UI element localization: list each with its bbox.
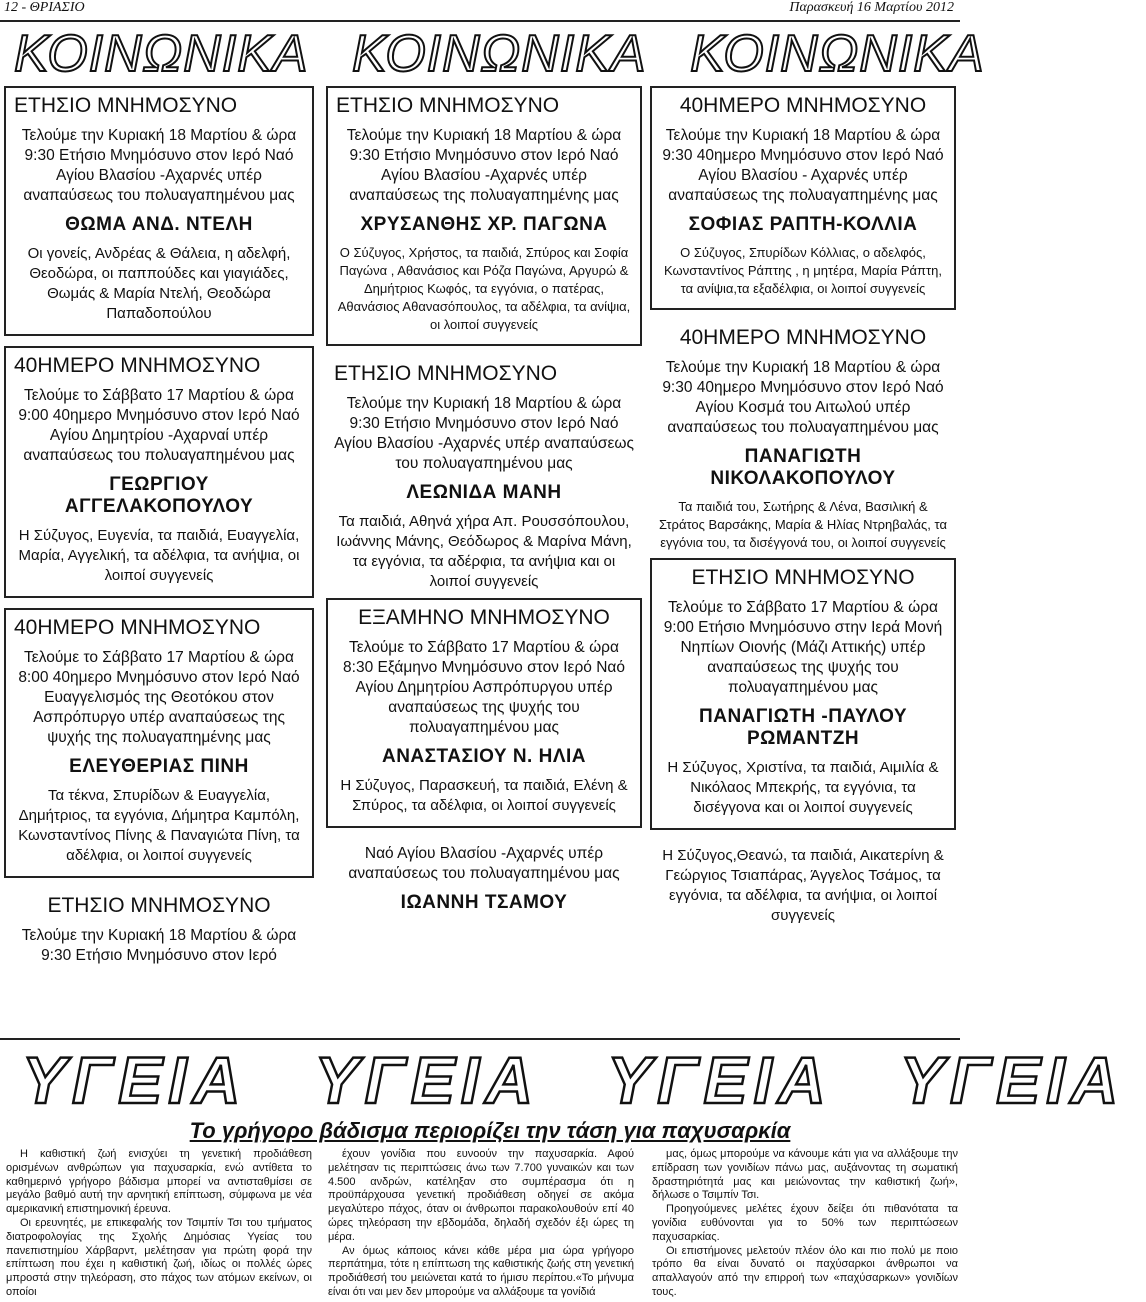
notice-body: Τελούμε την Κυριακή 18 Μαρτίου & ώρα 9:30 40ημερο Μνημόσυνο στον Ιερό Ναό Αγίου Κοσμά του Αιτωλού υπέρ αναπαύσεως του πολυαγαπημένου μας xyxy=(662,359,944,436)
notice-box xyxy=(4,346,314,598)
notice-title: 40ΗΜΕΡΟ ΜΝΗΜΟΣΥΝΟ xyxy=(14,354,261,377)
notice-body: Τελούμε το Σάββατο 17 Μαρτίου & ώρα 8:00 40ημερο Μνημόσυνο στον Ιερό Ναό Ευαγγελισμός της Θεοτόκου στον Ασπρόπυργο υπέρ αναπαύσεως της ψυχής της πολυαγαπημένης μας xyxy=(18,649,300,746)
health-banner-word: ΥΓΕΙΑ xyxy=(22,1043,247,1117)
deceased-name: ΧΡΥΣΑΝΘΗΣ ΧΡ. ΠΑΓΩΝΑ xyxy=(360,214,608,235)
notice-body: Τελούμε την Κυριακή 18 Μαρτίου & ώρα 9:30 Ετήσιο Μνημόσυνο στον Ιερό Ναό Αγίου Βλασίου -Αχαρνές υπέρ αναπαύσεως του πολυαγαπημένου μας xyxy=(21,127,297,204)
header-rule xyxy=(0,20,960,22)
article-column-3 xyxy=(652,1148,958,1300)
banner-word: ΚΟΙΝΩΝΙΚΑ xyxy=(352,25,647,83)
health-banner-word: ΥΓΕΙΑ xyxy=(899,1043,1125,1117)
article-paragraph: Αν όμως κάποιος κάνει κάθε μέρα μια ώρα γρήγορο περπάτημα, τότε η επίπτωση της καθιστικής ζωής στη γενετική προδιάθεσή του μειώνεται κατά το ήμισυ περίπου.«Το μήνυμα είναι ότι ναι μεν δεν μπορούμε να αλλάξουμε τα γονίδιά xyxy=(328,1244,634,1298)
notice-title: 40ΗΜΕΡΟ ΜΝΗΜΟΣΥΝΟ xyxy=(679,94,927,117)
article-paragraph: Η καθιστική ζωή ενισχύει τη γενετική προδιάθεση ορισμένων ανθρώπων για παχυσαρκία, ενώ αντίθετα το καθημερινό γρήγορο βάδισμα μπορεί να αντισταθμίσει σε μεγάλο βαθμό αυτή την αρνητική επίπτωση, σύμφωνα με νέα αμερικανική επιστημονική έρευνα. xyxy=(6,1148,312,1216)
notice-body: Τελούμε το Σάββατο 17 Μαρτίου & ώρα 8:30 Εξάμηνο Μνημόσυνο στον Ιερό Ναό Αγίου Δημητρίου Ασπρόπυργου υπέρ αναπαύσεως της ψυχής του πολυαγαπημένου μας xyxy=(343,639,625,736)
notice-body: Τελούμε το Σάββατο 17 Μαρτίου & ώρα 9:00 Ετήσιο Μνημόσυνο στην Ιερά Μονή Νηπίων Οιονής (Μάζι Αττικής) υπέρ αναπαύσεως της ψυχής του πολυαγαπημένου μας xyxy=(663,599,943,696)
notice-title: ΕΞΑΜΗΝΟ ΜΝΗΜΟΣΥΝΟ xyxy=(358,606,610,629)
health-banner-word: ΥΓΕΙΑ xyxy=(314,1043,539,1117)
deceased-name: ΠΑΝΑΓΙΩΤΗ -ΠΑΥΛΟΥ ΡΩΜΑΝΤΖΗ xyxy=(699,706,907,749)
notice-body: Τελούμε το Σάββατο 17 Μαρτίου & ώρα 9:00 40ημερο Μνημόσυνο στον Ιερό Ναό Αγίου Δημητρίου -Αχαρναί υπέρ αναπαύσεως του πολυαγαπημένου μας xyxy=(18,387,300,464)
banner-word: ΚΟΙΝΩΝΙΚΑ xyxy=(14,25,309,83)
notice-box xyxy=(650,558,956,830)
notice-family: Τα παιδιά, Αθηνά χήρα Απ. Ρουσσόπουλου, Ιωάννης Μάνης, Θεόδωρος & Μαρίνα Μάνη, τα εγγόνια, τα αδέρφια, τα ανήψια και οι λοιποί συγγενείς xyxy=(336,513,632,590)
column-1 xyxy=(4,86,314,980)
notice-box xyxy=(4,86,314,336)
deceased-name: ΠΑΝΑΓΙΩΤΗ ΝΙΚΟΛΑΚΟΠΟΥΛΟΥ xyxy=(710,446,896,489)
notice-title: 40ΗΜΕΡΟ ΜΝΗΜΟΣΥΝΟ xyxy=(679,326,927,349)
article-paragraph: Οι επιστήμονες μελετούν πλέον όλο και πιο πολύ με ποιο τρόπο θα είναι δυνατό οι παχύσαρκοι άνθρωποι να απαλλαγούν από την επιρροή των «παχύσαρκων» γονιδίων τους. xyxy=(652,1244,958,1298)
article-headline: Το γρήγορο βάδισμα περιορίζει την τάση για παχυσαρκία xyxy=(189,1118,791,1143)
notice-box xyxy=(326,598,642,828)
notice-family: Η Σύζυγος, Χριστίνα, τα παιδιά, Αιμιλία & Νικόλαος Μπεκρής, τα εγγόνια, τα δισέγγονα και οι λοιποί συγγενείς xyxy=(667,759,939,816)
notice-family: Οι γονείς, Ανδρέας & Θάλεια, η αδελφή, Θεοδώρα, οι παππούδες και γιαγιάδες, Θωμάς & Μαρία Ντελή, Θεοδώρα Παπαδοπούλου xyxy=(27,245,291,322)
column-2 xyxy=(326,86,642,928)
article-paragraph: Προηγούμενες μελέτες έχουν δείξει ότι πιθανότατα τα γονίδια ευθύνονται για το 50% των περιπτώσεων παχυσαρκίας. xyxy=(652,1203,958,1243)
notice-family: Ο Σύζυγος, Χρήστος, τα παιδιά, Σπύρος και Σοφία Παγώνα , Αθανάσιος και Ρόζα Παγώνα, Αργυρώ & Δημήτριος Κωφός, τα εγγόνια, ο πατέρας, Αθανάσιος Αθανασόπουλος, τα αδέλφια, τα ανίψια, οι λοιποί συγγενείς xyxy=(337,245,631,332)
notice-plain xyxy=(326,838,642,928)
notice-plain xyxy=(650,840,956,932)
notice-body: Τελούμε την Κυριακή 18 Μαρτίου & ώρα 9:30 Ετήσιο Μνημόσυνο στον Ιερό Ναό Αγίου Βλασίου -Αχαρνές υπέρ αναπαύσεως της πολυαγαπημένης μας xyxy=(346,127,622,204)
notice-family: Τα παιδιά του, Σωτήρης & Λένα, Βασιλική & Στράτος Βαρσάκης, Μαρία & Ηλίας Ντρηβαλάς, τα εγγόνια του, τα δισέγγονά του, οι λοιποί συγγενείς xyxy=(659,499,947,550)
article-column-1 xyxy=(6,1148,312,1300)
notice-title: ΕΤΗΣΙΟ ΜΝΗΜΟΣΥΝΟ xyxy=(14,94,238,117)
notice-title: ΕΤΗΣΙΟ ΜΝΗΜΟΣΥΝΟ xyxy=(336,94,560,117)
notice-box xyxy=(326,86,642,346)
notice-family: Ο Σύζυγος, Σπυρίδων Κόλλιας, ο αδελφός, Κωνσταντίνος Ράπτης , η μητέρα, Μαρία Ράπτη, τα ανίψια,τα εξαδέλφια, οι λοιποί συγγενείς xyxy=(664,245,942,296)
notice-family: Τα τέκνα, Σπυρίδων & Ευαγγελία, Δημήτριος, τα εγγόνια, Δήμητρα Καμπόλη, Κωνσταντίνος Πίνης & Παναγιώτα Πίνη, τα αδέλφια, οι λοιποί συγγενείς xyxy=(18,787,300,864)
health-banner xyxy=(0,1043,1125,1117)
notice-plain xyxy=(4,888,314,980)
notice-title: ΕΤΗΣΙΟ ΜΝΗΜΟΣΥΝΟ xyxy=(334,362,558,385)
section-divider xyxy=(0,1038,960,1040)
deceased-name: ΣΟΦΙΑΣ ΡΑΠΤΗ-ΚΟΛΛΙΑ xyxy=(688,214,918,235)
notice-body: Ναό Αγίου Βλασίου -Αχαρνές υπέρ αναπαύσεως του πολυαγαπημένου μας xyxy=(348,845,620,882)
banner-word: ΚΟΙΝΩΝΙΚΑ xyxy=(690,25,985,83)
deceased-name: ΛΕΩΝΙΔΑ ΜΑΝΗ xyxy=(406,482,562,503)
notice-family: Η Σύζυγος, Παρασκευή, τα παιδιά, Ελένη & Σπύρος, τα αδέλφια, οι λοιποί συγγενείς xyxy=(340,777,628,814)
deceased-name: ΘΩΜΑ ΑΝΔ. ΝΤΕΛΗ xyxy=(65,214,253,235)
article-paragraph: μας, όμως μπορούμε να κάνουμε κάτι για να αλλάξουμε την επίδραση των γονιδίων πάνω μας, αυξάνοντας τη σωματική δραστηριότητά μας και μειώνοντας την καθιστική ζωή», δήλωσε ο Τσιμπίν Τσι. xyxy=(652,1148,958,1202)
article-paragraph: έχουν γονίδια που ευνοούν την παχυσαρκία. Αφού μελέτησαν τις περιπτώσεις άνω των 7.700 γυναικών και των 4.500 ανδρών, κατέληξαν στο συμπέρασμα ότι η προϋπάρχουσα γενετική προδιάθεση οδηγεί σε ακόμα μεγαλύτερο πάχος, όταν οι άνθρωποι παρακολουθούν επί 40 ώρες τηλεόραση την εβδομάδα, δηλαδή σχεδόν έξι ώρες τη μέρα. xyxy=(328,1148,634,1243)
notice-box xyxy=(650,86,956,310)
notice-title: 40ΗΜΕΡΟ ΜΝΗΜΟΣΥΝΟ xyxy=(14,616,261,639)
notice-box xyxy=(4,608,314,878)
notice-plain xyxy=(650,320,956,558)
notice-body: Τελούμε την Κυριακή 18 Μαρτίου & ώρα 9:30 Ετήσιο Μνημόσυνο στον Ιερό Ναό Αγίου Βλασίου -Αχαρνές υπέρ αναπαύσεως του πολυαγαπημένου μας xyxy=(334,395,634,472)
notice-family: Η Σύζυγος,Θεανώ, τα παιδιά, Αικατερίνη & Γεώργιος Τσιαπάρας, Άγγελος Τσάμος, τα εγγόνια, τα αδέλφια, τα ανήψια, οι λοιποί συγγενείς xyxy=(662,847,944,924)
column-3 xyxy=(650,86,956,932)
notice-title: ΕΤΗΣΙΟ ΜΝΗΜΟΣΥΝΟ xyxy=(47,894,271,917)
deceased-name: ΙΩΑΝΝΗ ΤΣΑΜΟΥ xyxy=(400,892,568,913)
page-number-section: 12 - ΘΡΙΑΣΙΟ xyxy=(4,0,85,15)
deceased-name: ΑΝΑΣΤΑΣΙΟΥ Ν. ΗΛΙΑ xyxy=(381,746,587,767)
deceased-name: ΓΕΩΡΓΙΟΥ ΑΓΓΕΛΑΚΟΠΟΥΛΟΥ xyxy=(64,474,254,517)
notice-title: ΕΤΗΣΙΟ ΜΝΗΜΟΣΥΝΟ xyxy=(691,566,915,589)
notice-body: Τελούμε την Κυριακή 18 Μαρτίου & ώρα 9:30 40ημερο Μνημόσυνο στον Ιερό Ναό Αγίου Βλασίου - Αχαρνές υπέρ αναπαύσεως της πολυαγαπημένης μας xyxy=(662,127,944,204)
article-paragraph: Οι ερευνητές, με επικεφαλής τον Τσιμπίν Τσι του τμήματος διατροφολογίας της Σχολής Δημόσιας Υγείας του πανεπιστημίου Χάρβαρντ, μελέτησαν για πρώτη φορά την επίπτωση που έχει η καθιστική ζωή, ιδίως οι πολλές ώρες μπροστά στην τηλεόραση, στο πάχος των ατόμων εκείνων, οι οποίοι xyxy=(6,1216,312,1298)
issue-date: Παρασκευή 16 Μαρτίου 2012 xyxy=(789,0,954,15)
article-column-2 xyxy=(328,1148,634,1300)
health-banner-word: ΥΓΕΙΑ xyxy=(607,1043,832,1117)
notice-family: Η Σύζυγος, Ευγενία, τα παιδιά, Ευαγγελία, Μαρία, Αγγελική, τα αδέλφια, τα ανήψια, οι λοιποί συγγενείς xyxy=(18,527,300,584)
notice-body: Τελούμε την Κυριακή 18 Μαρτίου & ώρα 9:30 Ετήσιο Μνημόσυνο στον Ιερό xyxy=(21,927,297,964)
deceased-name: ΕΛΕΥΘΕΡΙΑΣ ΠΙΝΗ xyxy=(69,756,249,777)
section-banner xyxy=(0,24,985,84)
notice-plain xyxy=(326,356,642,598)
